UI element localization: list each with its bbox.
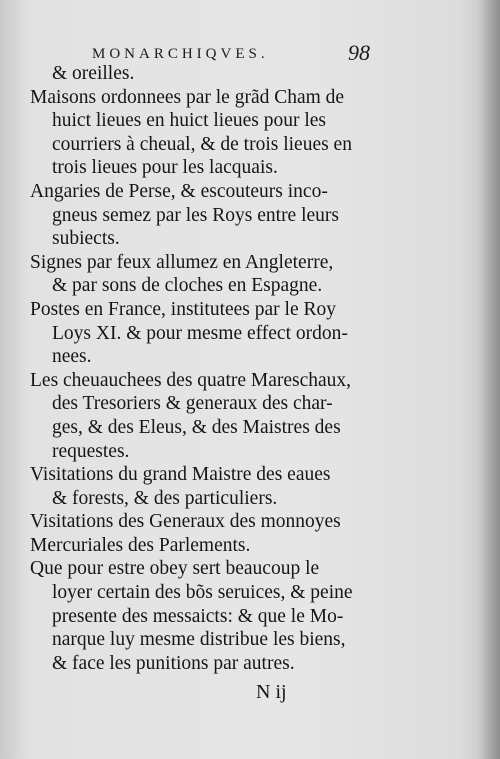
body-text	[30, 62, 380, 675]
running-title: MONARCHIQVES.	[92, 46, 269, 62]
text-line: Visitations du grand Maistre des eaues	[30, 464, 331, 486]
text-line: narque luy mesme distribue les biens,	[52, 629, 346, 651]
text-line: Les cheuauchees des quatre Mareschaux,	[30, 369, 352, 391]
text-line: Que pour estre obey sert beaucoup le	[30, 558, 320, 580]
text-line: ges, & des Eleus, & des Maistres des	[52, 416, 341, 438]
text-line: & face les punitions par autres.	[52, 652, 295, 674]
text-line: nees.	[52, 346, 92, 368]
text-line: Mercuriales des Parlements.	[30, 534, 251, 556]
text-line: trois lieues pour les lacquais.	[52, 157, 278, 179]
text-line: huict lieues en huict lieues pour les	[52, 110, 327, 132]
text-line: Maisons ordonnees par le grãd Cham de	[30, 86, 345, 108]
text-line: & forests, & des particuliers.	[52, 487, 278, 509]
text-line: Postes en France, institutees par le Roy	[30, 298, 336, 320]
text-line: subiects.	[52, 228, 120, 250]
page-number: 98	[348, 40, 370, 65]
text-line: loyer certain des bõs seruices, & peine	[52, 582, 353, 604]
text-line: Signes par feux allumez en Angleterre,	[30, 251, 334, 273]
signature-mark: N ij	[256, 681, 287, 703]
text-line: courriers à cheual, & de trois lieues en	[52, 133, 352, 155]
text-line: Visitations des Generaux des monnoyes	[30, 511, 341, 533]
text-line: Angaries de Perse, & escouteurs inco-	[30, 180, 328, 202]
text-line: presente des messaicts: & que le Mo-	[52, 605, 344, 627]
text-line: des Tresoriers & generaux des char-	[52, 393, 333, 415]
text-line: & oreilles.	[52, 63, 135, 84]
text-line: gneus semez par les Roys entre leurs	[52, 204, 339, 226]
page-gutter-shadow	[478, 0, 500, 759]
text-line: Loys XI. & pour mesme effect ordon-	[52, 322, 348, 344]
text-line: & par sons de cloches en Espagne.	[52, 275, 323, 297]
text-line: requestes.	[52, 440, 130, 462]
